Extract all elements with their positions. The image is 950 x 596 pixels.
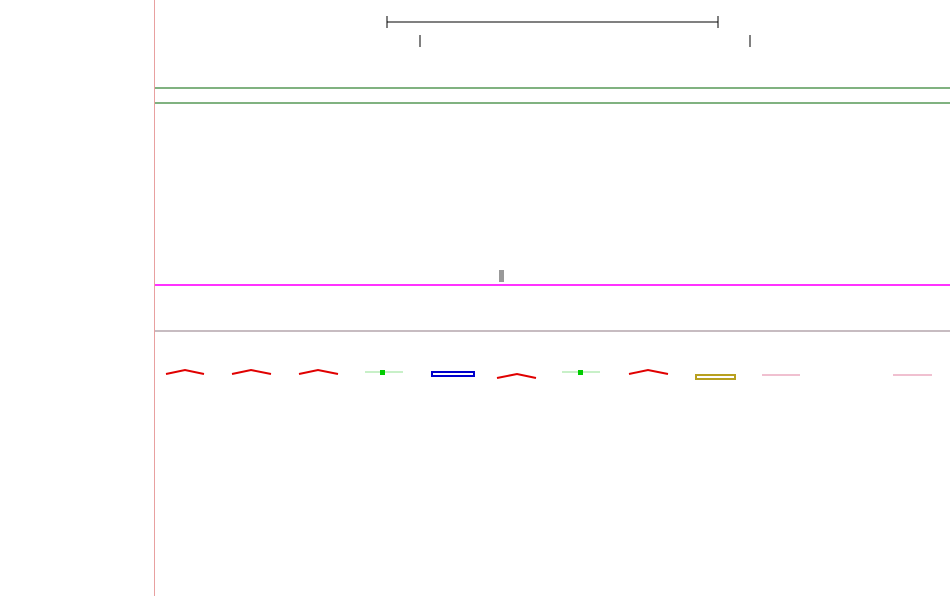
phylop-glyphs (166, 370, 932, 379)
scale-bar (387, 16, 718, 28)
ctb-gtex-marker[interactable] (499, 270, 504, 282)
ctb-gene-region (155, 270, 950, 283)
